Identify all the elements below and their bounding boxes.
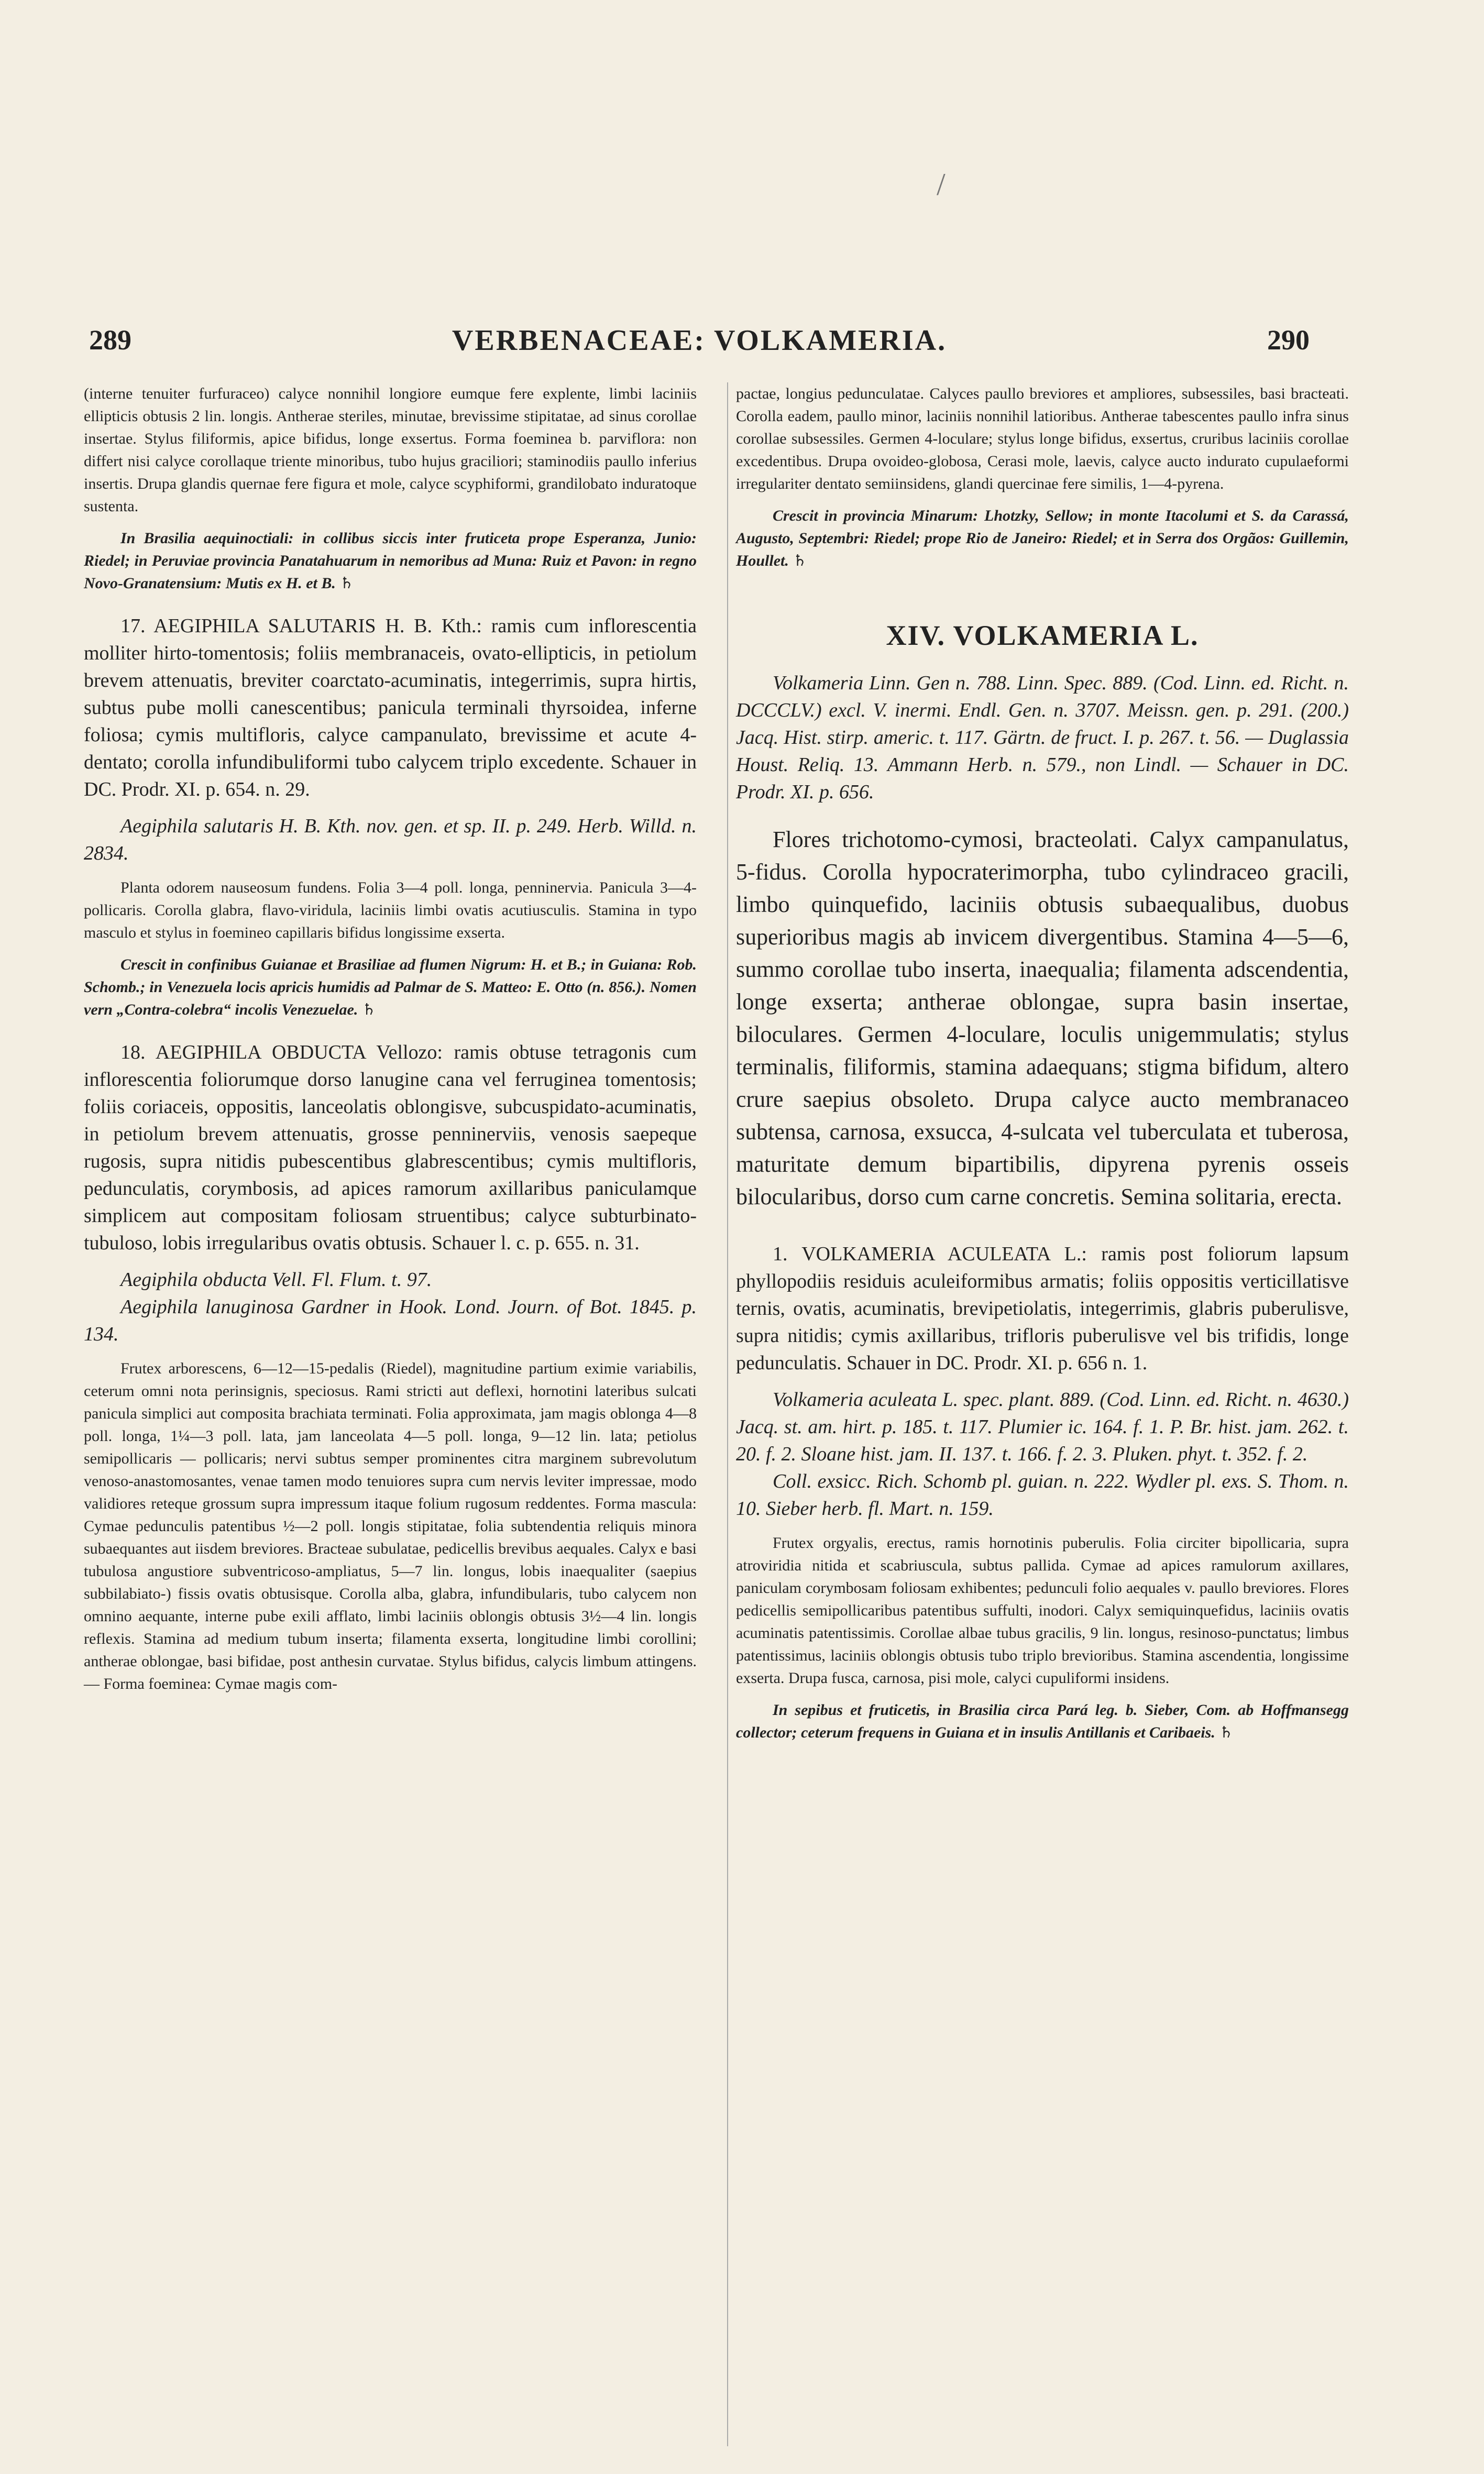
- right-paragraph: pactae, longius pedunculatae. Calyces paullo breviores et ampliores, subsessiles, basi bracteati. Corolla eadem, paullo minor, laciniis nonnihil latioribus. Antherae tabescentes paullo infra sinus corollae subsessiles. Germen 4-loculare; stylus longe bifidus, exsertus, cruribus laciniis corollae excedentibus. Drupa ovoideo-globosa, Cerasi mole, laevis, calyce aucto indurato cupulaeformi irregulariter dentato semiinsidens, glandi quercinae fere similis, 1—4-pyrena.: [736, 385, 1349, 492]
- right-paragraph: Volkameria aculeata L. spec. plant. 889. (Cod. Linn. ed. Richt. n. 4630.) Jacq. st. am. hirt. p. 185. t. 117. Plumier ic. 164. f. 1. P. Br. hist. jam. 262. t. 20. f. 2. Sloane hist. jam. II. 137. t. 166. f. 2. 3. Pluken. phyt. t. 352. f. 2.: [736, 1389, 1349, 1465]
- left-paragraph: (interne tenuiter furfuraceo) calyce nonnihil longiore eumque fere explente, limbi laciniis ellipticis obtusis 2 lin. longis. Antherae steriles, minutae, brevissime stipitatae, ad sinus corollae insertae. Stylus filiformis, apice bifidus, longe exsertus. Forma foeminea b. parviflora: non differt nisi calyce corollaque triente minoribus, tubo hujus graciliori; staminodiis paullo inferius insertis. Drupa glandis quernae fere figura et mole, calyce scyphiformi, grandilobato induratoque sustenta.: [84, 385, 697, 515]
- right-paragraph: Coll. exsicc. Rich. Schomb pl. guian. n. 222. Wydler pl. exs. S. Thom. n. 10. Sieber herb. fl. Mart. n. 159.: [736, 1470, 1349, 1520]
- left-paragraph: Crescit in confinibus Guianae et Brasiliae ad flumen Nigrum: H. et B.; in Guiana: Rob. Schomb.; in Venezuela locis apricis humidis ad Palmar de S. Matteo: E. Otto (n. 856.). Nomen vern „Contra-colebra“ incolis Venezuelae. ♄: [84, 956, 697, 1018]
- page-header: [89, 324, 1310, 366]
- right-page-number: 290: [1267, 324, 1310, 356]
- right-paragraph: Frutex orgyalis, erectus, ramis hornotinis puberulis. Folia circiter bipollicaria, supra atroviridia nitida et scabriuscula, subtus pallida. Cymae ad apices ramulorum axillares, paniculam corymbosam foliosam exhibentes; pedunculi folio aequales v. paullo breviores. Flores pedicellis semipollicaribus patentibus suffulti, inodori. Calyx semiquinquefidus, laciniis ovatis acuminatis patentissimis. Corollae albae tubus gracilis, 9 lin. longus, resinoso-punctatus; limbus patentissimus, laciniis oblongis obtusis tubo triplo brevioribus. Stamina ascendentia, longissime exserta. Drupa fusca, carnosa, pisi mole, calyci cupuliformi insidens.: [736, 1534, 1349, 1687]
- left-paragraph: Planta odorem nauseosum fundens. Folia 3—4 poll. longa, penninervia. Panicula 3—4-pollicaris. Corolla glabra, flavo-viridula, laciniis limbi ovatis acutiusculis. Stamina in typo masculo et stylus in foemineo capillaris bifidus longissime exserta.: [84, 879, 697, 941]
- right-column: [736, 382, 1349, 1744]
- left-paragraph: Aegiphila salutaris H. B. Kth. nov. gen. et sp. II. p. 249. Herb. Willd. n. 2834.: [84, 815, 697, 864]
- column-divider: [727, 382, 728, 2446]
- left-paragraph: 17. AEGIPHILA SALUTARIS H. B. Kth.: ramis cum inflorescentia molliter hirto-tomentosis; foliis membranaceis, ovato-ellipticis, in petiolum brevem attenuatis, breviter coarctato-acuminatis, integerrimis, supra hirtis, subtus pube molli canescentibus; panicula terminali thyrsoidea, inferne foliosa; cymis multifloris, calyce campanulato, brevissime et acute 4-dentato; corolla infundibuliformi tubo calycem triplo excedente. Schauer in DC. Prodr. XI. p. 654. n. 29.: [84, 615, 697, 800]
- left-paragraph: Aegiphila obducta Vell. Fl. Flum. t. 97.: [120, 1269, 432, 1291]
- left-column: [84, 382, 697, 1695]
- running-title: VERBENACEAE: VOLKAMERIA.: [452, 324, 947, 357]
- right-paragraph: Flores trichotomo-cymosi, bracteolati. Calyx campanulatus, 5-fidus. Corolla hypocraterimorpha, tubo cylindraceo gracili, limbo quinquefido, laciniis obtusis subaequalibus, duobus superioribus magis ab invicem divergentibus. Stamina 4—5—6, summo corollae tubo inserta, inaequalia; filamenta adscendentia, longe exserta; antherae oblongae, supra basin insertae, biloculares. Germen 4-loculare, loculis unigemmulatis; stylus terminalis, filiformis, stamina adaequans; stigma bifidum, altero crure saepius obsoleto. Drupa calyce aucto membranaceo subtensa, carnosa, exsucca, 4-sulcata vel tuberculata et tuberosa, maturitate demum bipartibilis, dipyrena pyrenis osseis bilocularibus, dorso cum carne concretis. Semina solitaria, erecta.: [736, 827, 1349, 1209]
- left-paragraph: 18. AEGIPHILA OBDUCTA Vellozo: ramis obtuse tetragonis cum inflorescentia foliorumque dorso lanugine cana vel ferruginea tomentosis; foliis coriaceis, oppositis, lanceolatis oblongisve, subcuspidato-acuminatis, in petiolum brevem attenuatis, grosse penninerviis, venosis saepeque rugosis, supra nitidis pubescentibus glabrescentibus; cymis multifloris, pedunculatis, corymbosis, ad apices ramorum axillaribus paniculamque simplicem aut compositam foliosam struentibus; calyce subturbinato-tubuloso, lobis irregularibus ovatis obtusis. Schauer l. c. p. 655. n. 31.: [84, 1041, 697, 1254]
- left-paragraph: Aegiphila lanuginosa Gardner in Hook. Lond. Journ. of Bot. 1845. p. 134.: [84, 1296, 697, 1345]
- right-paragraph: 1. VOLKAMERIA ACULEATA L.: ramis post foliorum lapsum phyllopodiis residuis aculeiformibus armatis; foliis oppositis verticillatisve ternis, ovatis, acuminatis, brevipetiolatis, integerrimis, glabris puberulisve, supra nitidis; cymis axillaribus, trifloris puberulisve vel bis trifidis, longe pedunculatis. Schauer in DC. Prodr. XI. p. 656 n. 1.: [736, 1243, 1349, 1374]
- left-page-number: 289: [89, 324, 131, 356]
- right-paragraph: XIV. VOLKAMERIA L.: [886, 620, 1199, 651]
- left-paragraph: In Brasilia aequinoctiali: in collibus siccis inter fruticeta prope Esperanza, Junio: Riedel; in Peruviae provincia Panatahuarum in nemoribus ad Muna: Ruiz et Pavon: in regno Novo-Granatensium: Mutis ex H. et B. ♄: [84, 530, 697, 592]
- margin-mark: /: [937, 167, 946, 202]
- left-paragraph: Frutex arborescens, 6—12—15-pedalis (Riedel), magnitudine partium eximie variabilis, ceterum omni nota perinsignis, speciosus. Rami stricti aut deflexi, hornotini lateribus sulcati panicula simplici aut composita brachiata terminati. Folia approximata, jam magis oblonga 4—8 poll. longa, 1¼—3 poll. lata, jam lanceolata 4—5 poll. longa, 9—12 lin. lata; petiolus semipollicaris — pollicaris; nervi subtus semper prominentes citra marginem subrevolutum venoso-anastomosantes, venae tamen modo tenuiores supra cum nervis leviter impressae, modo validiores reteque grossum supra impressum itaque folium rugosum reddentes. Forma mascula: Cymae pedunculis patentibus ½—2 poll. longis stipitatae, folia subtendentia reliquis minora subaequantes aut iisdem breviores. Bracteae subulatae, pedicellis brevibus aequales. Calyx e basi tubulosa angustiore subventricoso-ampliatus, 5—7 lin. longus, lobis inaequaliter (saepius subbilabiato-) fissis ovatis obtusisque. Corolla alba, glabra, infundibularis, tubo calycem non omnino aequante, interne pube exili afflato, limbi laciniis oblongis obtusis 3½—4 lin. longis reflexis. Stamina ad medium tubum inserta; filamenta exserta, longitudine limbi corollini; antherae oblongae, basi bifidae, post anthesin curvatae. Stylus bifidus, calycis limbum attingens. — Forma foeminea: Cymae magis com-: [84, 1360, 697, 1692]
- right-paragraph: Volkameria Linn. Gen n. 788. Linn. Spec. 889. (Cod. Linn. ed. Richt. n. DCCCLV.) excl. V. inermi. Endl. Gen. n. 3707. Meissn. gen. p. 291. (200.) Jacq. Hist. stirp. americ. t. 117. Gärtn. de fruct. I. p. 267. t. 56. — Duglassia Houst. Reliq. 13. Ammann Herb. n. 579., non Lindl. — Schauer in DC. Prodr. XI. p. 656.: [736, 672, 1349, 803]
- right-paragraph: Crescit in provincia Minarum: Lhotzky, Sellow; in monte Itacolumi et S. da Carassá, Augusto, Septembri: Riedel; prope Rio de Janeiro: Riedel; et in Serra dos Orgãos: Guillemin, Houllet. ♄: [736, 507, 1349, 569]
- right-paragraph: In sepibus et fruticetis, in Brasilia circa Pará leg. b. Sieber, Com. ab Hoffmansegg collector; ceterum frequens in Guiana et in insulis Antillanis et Caribaeis. ♄: [736, 1701, 1349, 1741]
